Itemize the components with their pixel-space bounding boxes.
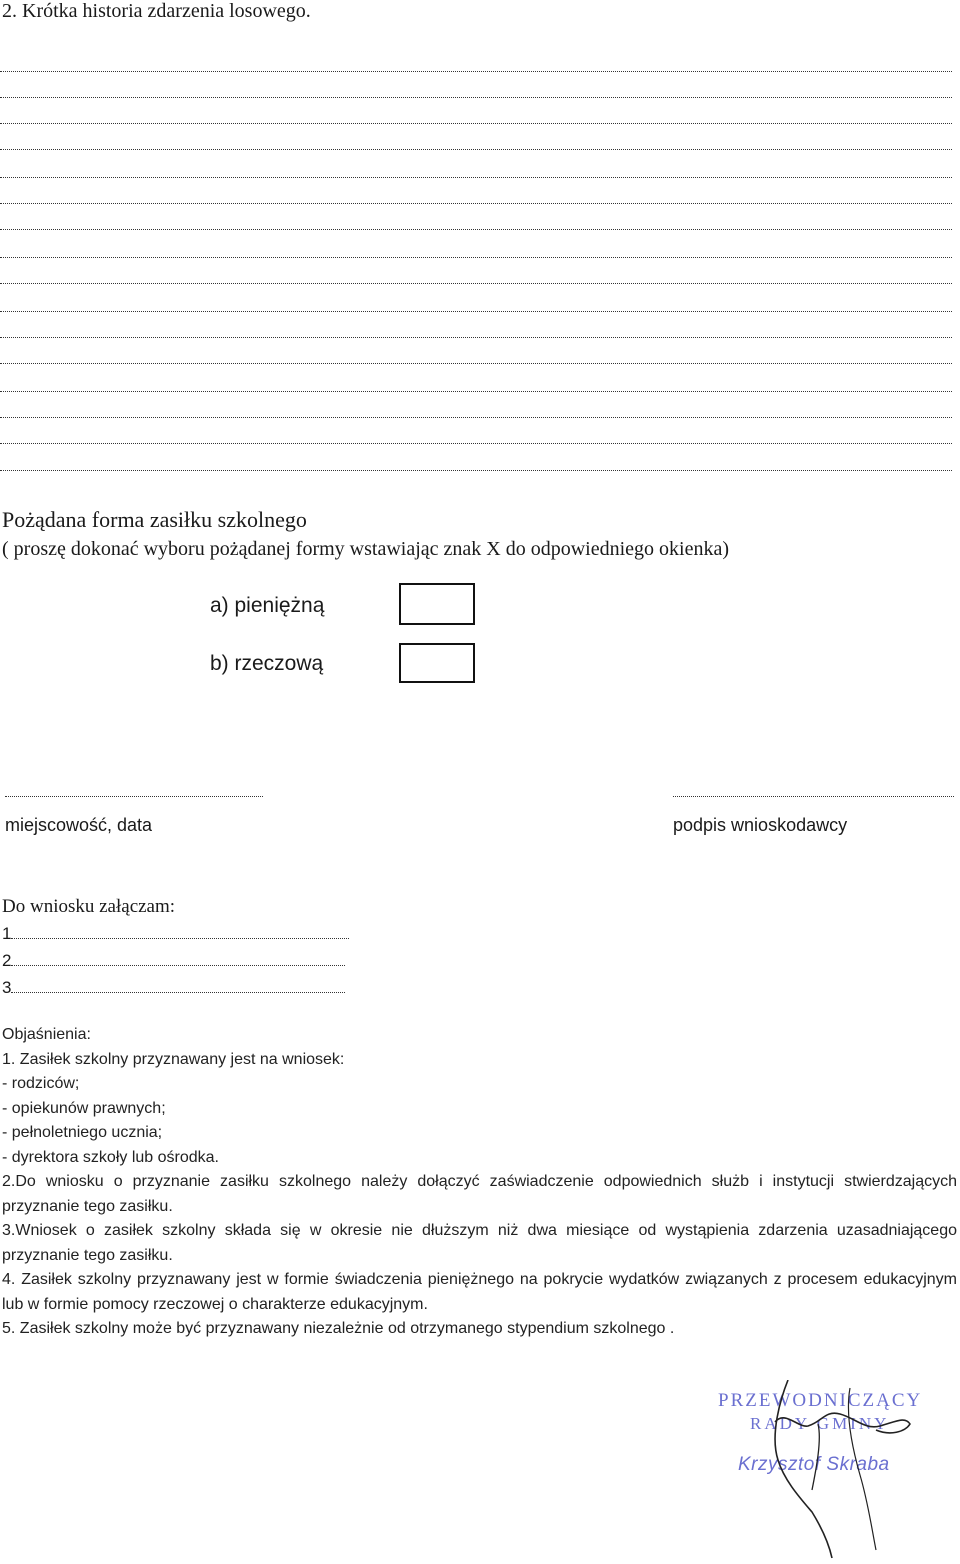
- history-line[interactable]: [0, 283, 952, 284]
- history-line[interactable]: [0, 363, 952, 364]
- note-4: 4. Zasiłek szkolny przyznawany jest w formie świadczenia pieniężnego na pokrycie wydatków związanych z procesem edukacyjnym lub w formie pomocy rzeczowej o charakterze edukacyjnym.: [2, 1271, 957, 1313]
- note-1-item: - dyrektora szkoły lub ośrodka.: [2, 1148, 219, 1166]
- attachment-number: 2: [2, 951, 12, 970]
- history-line[interactable]: [0, 229, 952, 230]
- history-line[interactable]: [0, 470, 952, 471]
- attachment-item[interactable]: [2, 924, 349, 944]
- history-line[interactable]: [0, 443, 952, 444]
- option-a-checkbox[interactable]: [399, 583, 475, 625]
- form-heading: Pożądana forma zasiłku szkolnego: [2, 507, 307, 532]
- note-5: 5. Zasiłek szkolny może być przyznawany niezależnie od otrzymanego stypendium szkolnego .: [2, 1320, 675, 1337]
- place-date-field[interactable]: [5, 796, 263, 797]
- note-2: 2.Do wniosku o przyznanie zasiłku szkolnego należy dołączyć zaświadczenie odpowiednich służb i instytucji stwierdzających przyznanie tego zasiłku.: [2, 1173, 957, 1215]
- option-b-label: b) rzeczową: [210, 652, 324, 675]
- history-line[interactable]: [0, 149, 952, 150]
- option-b-checkbox[interactable]: [399, 643, 475, 683]
- stamp-name: Krzysztof Skraba: [738, 1454, 890, 1475]
- attachment-line[interactable]: [11, 964, 345, 966]
- stamp-council: RADY GMINY: [750, 1414, 890, 1433]
- attachment-line[interactable]: [11, 937, 349, 939]
- notes-section: [2, 1023, 957, 1342]
- attachment-item[interactable]: [2, 978, 345, 998]
- history-line[interactable]: [0, 123, 952, 124]
- notes-heading: Objaśnienia:: [2, 1026, 91, 1043]
- note-3: 3.Wniosek o zasiłek szkolny składa się w okresie nie dłuższym niż dwa miesiące od wystąpienia zdarzenia uzasadniającego przyznanie tego zasiłku.: [2, 1222, 957, 1264]
- note-1-item: - opiekunów prawnych;: [2, 1099, 166, 1117]
- note-1-item: - rodziców;: [2, 1075, 80, 1092]
- history-line[interactable]: [0, 257, 952, 258]
- option-a-label: a) pieniężną: [210, 594, 325, 617]
- history-line[interactable]: [0, 97, 952, 98]
- note-1-item: - pełnoletniego ucznia;: [2, 1124, 163, 1141]
- place-date-label: miejscowość, data: [5, 815, 153, 835]
- section-title: 2. Krótka historia zdarzenia losowego.: [2, 0, 311, 22]
- handwritten-signature: [700, 1380, 950, 1560]
- history-line[interactable]: [0, 71, 952, 72]
- stamp-title: PRZEWODNICZĄCY: [718, 1390, 923, 1411]
- history-line[interactable]: [0, 203, 952, 204]
- history-line[interactable]: [0, 417, 952, 418]
- history-line[interactable]: [0, 311, 952, 312]
- attachment-line[interactable]: [11, 991, 345, 993]
- attachment-number: 3: [2, 978, 12, 997]
- history-line[interactable]: [0, 337, 952, 338]
- form-instruction: ( proszę dokonać wyboru pożądanej formy wstawiając znak X do odpowiedniego okienka): [2, 538, 729, 560]
- signature-field[interactable]: [673, 796, 954, 797]
- note-1: 1. Zasiłek szkolny przyznawany jest na wniosek:: [2, 1050, 345, 1068]
- signature-label: podpis wnioskodawcy: [673, 815, 848, 835]
- attachment-item[interactable]: [2, 951, 345, 971]
- attachment-number: 1: [2, 924, 12, 943]
- history-line[interactable]: [0, 391, 952, 392]
- attachments-heading: Do wniosku załączam:: [2, 896, 176, 917]
- history-line[interactable]: [0, 177, 952, 178]
- chairman-stamp: [700, 1380, 950, 1560]
